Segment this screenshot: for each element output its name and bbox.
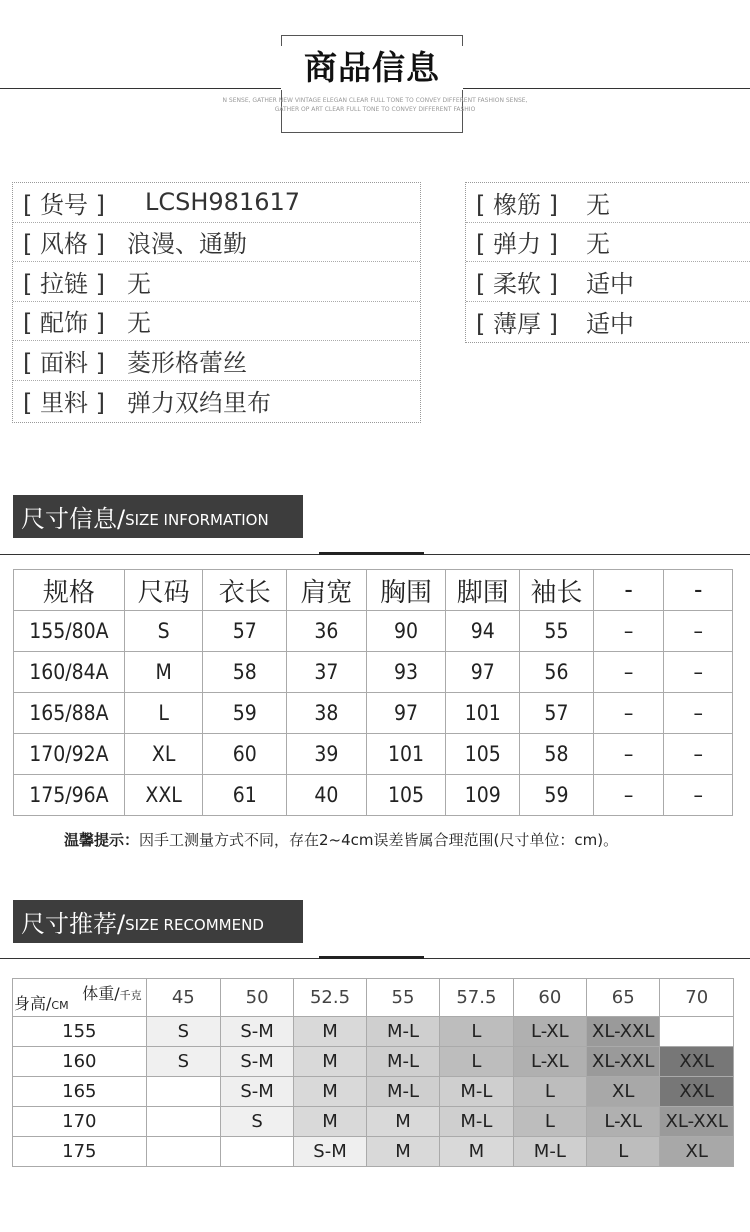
recommend-size-cell: XL — [660, 1137, 734, 1167]
attribute-value: 弹力双绉里布 — [127, 388, 271, 417]
attribute-label: [ 面料 ] — [23, 348, 105, 377]
size-table-cell: 105 — [366, 775, 446, 816]
size-table-cell: – — [664, 734, 733, 775]
attribute-value: 无 — [586, 230, 610, 259]
attribute-row — [13, 223, 420, 263]
weight-unit: 千克 — [119, 989, 142, 1002]
size-table-header-cell: 脚围 — [446, 570, 520, 611]
recommend-size-cell: M-L — [366, 1047, 439, 1077]
size-table-cell: 55 — [520, 611, 594, 652]
size-table-cell: – — [664, 693, 733, 734]
attribute-label: [ 货号 ] — [23, 190, 105, 219]
attribute-row — [13, 183, 420, 223]
size-table-cell: 93 — [366, 652, 446, 693]
recommend-size-cell: M-L — [440, 1107, 514, 1137]
recommend-size-cell: M — [294, 1107, 367, 1137]
recommend-size-cell: XL-XXL — [660, 1107, 734, 1137]
size-table-header-cell: 尺码 — [124, 570, 203, 611]
recommend-height-cell: 165 — [13, 1077, 147, 1107]
size-table-row — [14, 734, 733, 775]
size-table-cell: – — [664, 652, 733, 693]
recommend-size-cell: L — [440, 1047, 514, 1077]
size-table-row — [14, 611, 733, 652]
size-recommend-banner — [13, 900, 303, 943]
size-note — [64, 829, 618, 850]
size-table-cell: 97 — [366, 693, 446, 734]
recommend-height-cell: 170 — [13, 1107, 147, 1137]
size-table-cell: 57 — [520, 693, 594, 734]
attribute-row — [466, 183, 750, 223]
size-table-cell: 101 — [366, 734, 446, 775]
size-table-cell: M — [124, 652, 203, 693]
size-table-cell: 160/84A — [14, 652, 125, 693]
attribute-label: [ 风格 ] — [23, 230, 105, 259]
size-table-cell: 58 — [203, 652, 287, 693]
attribute-value: 适中 — [586, 309, 634, 338]
size-table-cell: 38 — [287, 693, 367, 734]
height-label: 身高/ — [14, 994, 52, 1013]
size-table-cell: – — [664, 775, 733, 816]
attribute-row — [466, 302, 750, 342]
recommend-size-cell: XL — [586, 1077, 659, 1107]
recommend-size-cell: L — [440, 1017, 514, 1047]
recommend-weight-cell: 50 — [220, 979, 293, 1017]
recommend-size-cell: M — [294, 1047, 367, 1077]
size-table-cell: 39 — [287, 734, 367, 775]
size-table-cell: 175/96A — [14, 775, 125, 816]
recommend-height-cell: 155 — [13, 1017, 147, 1047]
recommend-size-cell: L — [513, 1077, 586, 1107]
size-recommend-title-en: SIZE RECOMMEND — [125, 915, 264, 934]
recommend-weight-cell: 52.5 — [294, 979, 367, 1017]
size-table-cell: 105 — [446, 734, 520, 775]
recommend-size-cell: XXL — [660, 1077, 734, 1107]
attribute-value: 浪漫、通勤 — [127, 230, 247, 259]
size-info-title-en: SIZE INFORMATION — [125, 510, 269, 529]
size-recommend-rule-accent — [319, 956, 424, 959]
recommend-row — [13, 1137, 734, 1167]
recommend-size-cell: L-XL — [513, 1017, 586, 1047]
size-table-cell: – — [593, 775, 664, 816]
attribute-row — [13, 262, 420, 302]
size-table-cell: 101 — [446, 693, 520, 734]
recommend-size-cell: S-M — [294, 1137, 367, 1167]
size-table-cell: S — [124, 611, 203, 652]
size-table-row — [14, 652, 733, 693]
size-table-header-cell: 衣长 — [203, 570, 287, 611]
size-table-cell: XXL — [124, 775, 203, 816]
attribute-row — [13, 381, 420, 421]
recommend-weight-cell: 57.5 — [440, 979, 514, 1017]
size-table-cell: – — [593, 611, 664, 652]
recommend-size-cell: M-L — [513, 1137, 586, 1167]
recommend-size-cell: XL-XXL — [586, 1017, 659, 1047]
size-table-cell: 36 — [287, 611, 367, 652]
recommend-weight-cell: 55 — [366, 979, 439, 1017]
recommend-size-cell: M-L — [440, 1077, 514, 1107]
recommend-size-cell — [146, 1137, 220, 1167]
recommend-size-cell: L-XL — [513, 1047, 586, 1077]
recommend-size-cell: S — [146, 1017, 220, 1047]
recommend-size-cell: M — [294, 1077, 367, 1107]
recommend-row — [13, 1077, 734, 1107]
size-table-cell: 94 — [446, 611, 520, 652]
size-note-text: 因手工测量方式不同，存在2~4cm误差皆属合理范围(尺寸单位：cm)。 — [139, 831, 619, 849]
size-table-cell: 60 — [203, 734, 287, 775]
size-table-row — [14, 775, 733, 816]
size-table-header-cell: - — [664, 570, 733, 611]
size-table-cell: XL — [124, 734, 203, 775]
recommend-size-cell — [220, 1137, 293, 1167]
height-unit: CM — [51, 999, 69, 1012]
recommend-size-cell: S-M — [220, 1077, 293, 1107]
recommend-size-cell: M-L — [366, 1017, 439, 1047]
size-table-cell: 61 — [203, 775, 287, 816]
size-note-label: 温馨提示： — [64, 831, 140, 849]
size-table-cell: – — [664, 611, 733, 652]
size-table-cell: 37 — [287, 652, 367, 693]
recommend-size-cell — [146, 1107, 220, 1137]
size-table-cell: 170/92A — [14, 734, 125, 775]
recommend-corner-cell — [13, 979, 147, 1017]
size-table-cell: 56 — [520, 652, 594, 693]
attribute-label: [ 里料 ] — [23, 388, 105, 417]
size-table-cell: 59 — [520, 775, 594, 816]
size-table-header-cell: 袖长 — [520, 570, 594, 611]
recommend-size-cell: XXL — [660, 1047, 734, 1077]
recommend-size-cell: M — [294, 1017, 367, 1047]
size-table-cell: 57 — [203, 611, 287, 652]
attribute-row — [13, 302, 420, 342]
size-table-cell: 59 — [203, 693, 287, 734]
size-table-cell: – — [593, 734, 664, 775]
recommend-size-cell: M — [366, 1137, 439, 1167]
height-axis-label — [14, 991, 69, 1014]
attribute-label: [ 弹力 ] — [476, 230, 558, 259]
size-info-banner — [13, 495, 303, 538]
size-recommend-table — [12, 978, 734, 1167]
recommend-weight-cell: 65 — [586, 979, 659, 1017]
attribute-row — [13, 341, 420, 381]
recommend-header-row — [13, 979, 734, 1017]
recommend-size-cell: S-M — [220, 1017, 293, 1047]
attributes-left-table — [12, 182, 421, 423]
page-title: 商品信息 — [281, 46, 463, 90]
weight-axis-label — [82, 981, 141, 1004]
size-table-cell: L — [124, 693, 203, 734]
recommend-size-cell — [146, 1077, 220, 1107]
recommend-size-cell: L — [586, 1137, 659, 1167]
size-table-cell: 155/80A — [14, 611, 125, 652]
attribute-value: 菱形格蕾丝 — [127, 348, 247, 377]
recommend-height-cell: 160 — [13, 1047, 147, 1077]
attribute-value: 无 — [586, 190, 610, 219]
attribute-label: [ 薄厚 ] — [476, 309, 558, 338]
attribute-label: [ 橡筋 ] — [476, 190, 558, 219]
recommend-row — [13, 1107, 734, 1137]
attribute-row — [466, 223, 750, 263]
attribute-value: 无 — [127, 269, 151, 298]
recommend-row — [13, 1017, 734, 1047]
size-table-header-cell: - — [593, 570, 664, 611]
attribute-row — [466, 262, 750, 302]
recommend-size-cell: M — [366, 1107, 439, 1137]
size-table-header-cell: 肩宽 — [287, 570, 367, 611]
recommend-size-cell: S — [146, 1047, 220, 1077]
size-table-header-cell: 胸围 — [366, 570, 446, 611]
recommend-weight-cell: 45 — [146, 979, 220, 1017]
recommend-size-cell: XL-XXL — [586, 1047, 659, 1077]
attribute-label: [ 配饰 ] — [23, 309, 105, 338]
weight-label: 体重/ — [82, 984, 120, 1003]
recommend-weight-cell: 60 — [513, 979, 586, 1017]
recommend-size-cell — [660, 1017, 734, 1047]
recommend-size-cell: S-M — [220, 1047, 293, 1077]
attributes-right-table — [465, 182, 750, 343]
recommend-size-cell: M-L — [366, 1077, 439, 1107]
size-info-rule-accent — [319, 552, 424, 555]
size-table-cell: 109 — [446, 775, 520, 816]
recommend-height-cell: 175 — [13, 1137, 147, 1167]
attribute-label: [ 拉链 ] — [23, 269, 105, 298]
size-info-title: 尺寸信息/ — [21, 505, 126, 533]
recommend-size-cell: S — [220, 1107, 293, 1137]
size-table-header-cell: 规格 — [14, 570, 125, 611]
attribute-value: 适中 — [586, 269, 634, 298]
page-subtitle: N SENSE, GATHER NEW VINTAGE ELEGAN CLEAR FULL TONE TO CONVEY DIFFERENT FASHION SENSE, GATHER OP ART CLEAR FULL TONE TO CONVEY DIFFERENT FASHIO — [222, 97, 528, 113]
recommend-weight-cell: 70 — [660, 979, 734, 1017]
size-table-cell: – — [593, 693, 664, 734]
attribute-value: 无 — [127, 309, 151, 338]
size-table-cell: – — [593, 652, 664, 693]
size-recommend-title: 尺寸推荐/ — [21, 910, 126, 938]
attribute-label: [ 柔软 ] — [476, 269, 558, 298]
recommend-size-cell: L — [513, 1107, 586, 1137]
size-table-row — [14, 693, 733, 734]
size-info-table — [13, 569, 733, 816]
size-table-header-row — [14, 570, 733, 611]
recommend-size-cell: L-XL — [586, 1107, 659, 1137]
recommend-row — [13, 1047, 734, 1077]
recommend-size-cell: M — [440, 1137, 514, 1167]
size-table-cell: 90 — [366, 611, 446, 652]
size-table-cell: 97 — [446, 652, 520, 693]
size-table-cell: 165/88A — [14, 693, 125, 734]
size-table-cell: 40 — [287, 775, 367, 816]
attribute-value: LCSH981617 — [145, 188, 301, 217]
size-table-cell: 58 — [520, 734, 594, 775]
